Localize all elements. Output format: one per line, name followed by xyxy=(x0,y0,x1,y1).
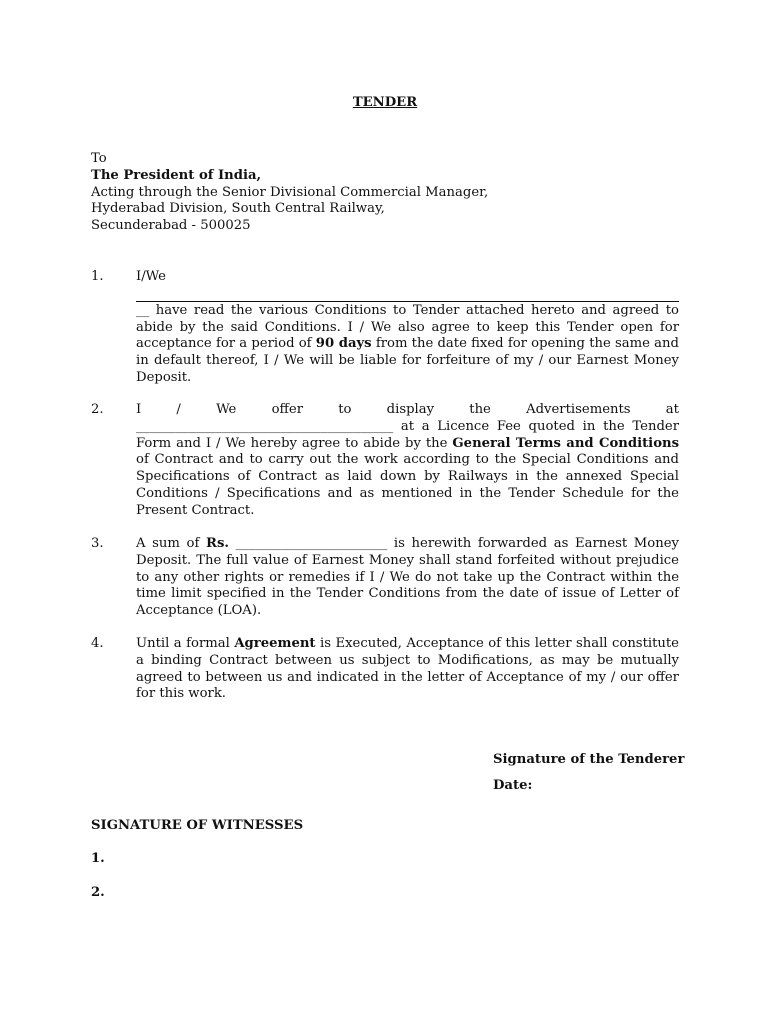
address-line-3: Secunderabad - 500025 xyxy=(91,218,251,234)
address-to: To xyxy=(91,151,107,166)
clause-4 xyxy=(91,636,679,703)
clause-text: A sum of xyxy=(136,536,206,551)
fill-in-blank-line xyxy=(136,289,679,302)
clause-body xyxy=(136,269,679,387)
word: We xyxy=(216,402,237,417)
clause-body xyxy=(136,402,679,520)
address-line-2: Hyderabad Division, South Central Railway, xyxy=(91,201,385,217)
clause-body xyxy=(136,636,679,703)
clause-text: of Contract and to carry out the work according to the Special Conditions and Specifications of Contract as laid down by Railways in the annexed Special Conditions / Specifications and as mentioned in the Tender Schedule for the Present Contract. xyxy=(136,452,679,518)
signature-label: Signature of the Tenderer xyxy=(493,752,685,767)
word: the xyxy=(469,402,491,417)
clause-blank-tail: __ xyxy=(136,302,150,318)
clause-number: 2. xyxy=(91,402,104,417)
address-line-1: Acting through the Senior Divisional Commercial Manager, xyxy=(91,184,489,200)
clause-text: is Executed, Acceptance of this letter shall constitute a binding Contract between us subject to Modifications, as may be mutually agreed to between us and indicated in the letter of Acceptance of my / our offer for this work. xyxy=(136,636,679,702)
clause-number: 1. xyxy=(91,269,104,284)
fill-in-blank: _______________________ xyxy=(228,536,394,551)
witnesses-heading: SIGNATURE OF WITNESSES xyxy=(91,818,304,833)
clause-lead: I/We xyxy=(136,269,166,284)
clause-3 xyxy=(91,536,679,620)
clause-1 xyxy=(91,269,679,387)
clause-text: from the date fixed for opening the same and in default thereof, I / We will be liable for forfeiture of my / our Earnest Money Deposit. xyxy=(136,336,679,385)
clause-bold: Rs. xyxy=(206,536,229,551)
clause-text: is herewith forwarded as Earnest Money Deposit. The full value of Earnest Money shall stand forfeited without prejudice to any other rights or remedies if I / We do not take up the Contract within the time limit specified in the Tender Conditions from the date of issue of Letter of Acceptance (LOA). xyxy=(136,536,679,619)
witness-1: 1. xyxy=(91,851,105,866)
clause-text: at a Licence Fee quoted in the Tender Form and I / We hereby agree to abide by the xyxy=(136,418,679,451)
word: display xyxy=(386,402,435,417)
word: / xyxy=(176,402,181,417)
date-label: Date: xyxy=(493,778,533,793)
clause-bold: General Terms and Conditions xyxy=(452,435,680,451)
word: Advertisements xyxy=(526,402,631,417)
clause-text: have read the various Conditions to Tender attached hereto and agreed to abide by the said Conditions. I / We also agree to keep this Tender open for acceptance for a period of xyxy=(136,302,679,352)
fill-in-blank: _______________________________________ xyxy=(136,418,394,434)
clause-number: 3. xyxy=(91,536,104,551)
clause-number: 4. xyxy=(91,636,104,651)
address-block xyxy=(91,151,488,235)
clause-body xyxy=(136,536,679,620)
word: at xyxy=(665,402,679,417)
clause-bold: 90 days xyxy=(315,336,372,352)
clause-bold: Agreement xyxy=(234,636,316,651)
clause-first-line xyxy=(136,402,679,419)
witness-2: 2. xyxy=(91,885,105,900)
clause-text: Until a formal xyxy=(136,636,235,651)
addressee: The President of India, xyxy=(91,167,262,183)
clause-2 xyxy=(91,402,679,520)
document-title: TENDER xyxy=(352,95,418,110)
word: to xyxy=(338,402,352,417)
word: offer xyxy=(271,402,303,417)
word: I xyxy=(136,402,142,417)
